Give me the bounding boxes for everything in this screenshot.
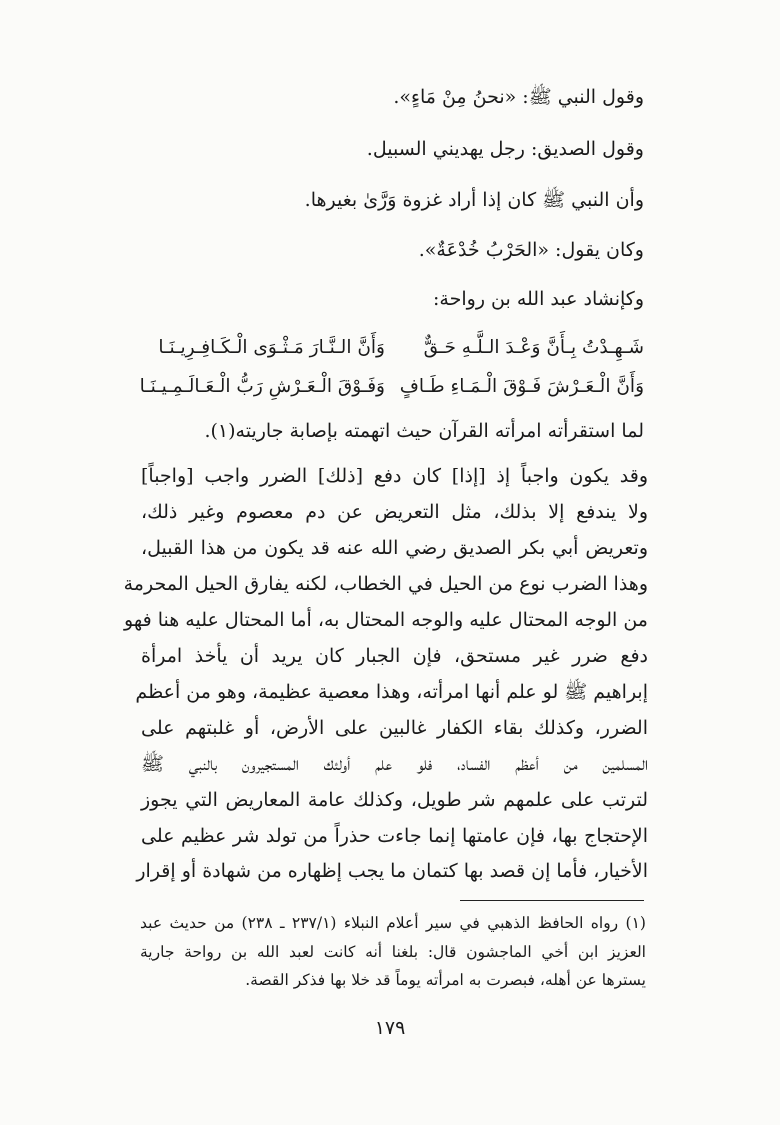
paragraph-line: ولا يندفع إلا بذلك، مثل التعريض عن دم معصوم وغير ذلك، (141, 501, 648, 523)
paragraph-line: إبراهيم ﷺ لو علم أنها امرأته، وهذا معصية عظيمة، وهو من أعظم (135, 681, 648, 703)
paragraph-line: لترتب على علمهم شر طويل، وكذلك عامة المعاريض التي يجوز (141, 789, 648, 811)
paragraph-line: الضرر، وكذلك بقاء الكفار غالبين على الأرض، أو غلبتهم على (141, 717, 648, 739)
quote-war-deception: وكان يقول: «الحَرْبُ خُدْعَةٌ». (418, 239, 644, 261)
paragraph-line: المسلمين من أعظم الفساد، فلو علم أولئك المستجيرون بالنبي ﷺ (141, 753, 648, 775)
verse-2-second-hemistich: وَفَـوْقَ الْـعَـرْشِ رَبُّ الْـعَـالَـمِـيـنَـا (139, 376, 385, 397)
paragraph-line: من الوجه المحتال عليه والوجه المحتال به، أما المحتال عليه هنا فهو (124, 609, 648, 631)
verse-1-second-hemistich: وَأَنَّ الـنَّـارَ مَـثْـوَى الْـكَـافِـرِيـنَـا (158, 337, 385, 358)
paragraph-line: الأخيار، فأما إن قصد بها كتمان ما يجب إظهاره من شهادة أو إقرار (136, 860, 648, 882)
footnote-line: (١) رواه الحافظ الذهبي في سير أعلام النبلاء (٢٣٧/١ ـ ٢٣٨) من حديث عبد (140, 914, 646, 932)
paragraph-line: دفع ضرر غير مستحق، فإن الجبار كان يريد أن يأخذ امرأة (141, 645, 648, 667)
verse-context-note: لما استقرأته امرأته القرآن حيث اتهمته بإصابة جاريته(١). (204, 420, 644, 442)
footnote-line: العزيز ابن أخي الماجشون قال: بلغنا أنه كانت لعبد الله بن رواحة جارية (140, 943, 646, 961)
paragraph-line: وتعريض أبي بكر الصديق رضي الله عنه قد يكون من هذا القبيل، (141, 537, 648, 559)
paragraph-line: وقد يكون واجباً إذ [إذا] كان دفع [ذلك] الضرر واجب [واجباً] (141, 465, 648, 487)
paragraph-line: الإحتجاج بها، فإن عامتها إنما جاءت حذراً من تولد شر عظيم على (141, 825, 648, 847)
footnote-line: يسترها عن أهله، فبصرت به امرأته يوماً قد خلا بها فذكر القصة. (245, 971, 646, 989)
quote-prophet-water: وقول النبي ﷺ: «نحنُ مِنْ مَاءٍ». (393, 86, 644, 108)
verse-1-first-hemistich: شَـهِـدْتُ بِـأَنَّ وَعْـدَ الـلَّـهِ حَـقٌّ (423, 337, 644, 358)
quote-ibn-rawaha-intro: وكإنشاد عبد الله بن رواحة: (433, 288, 644, 310)
paragraph-line: وهذا الضرب نوع من الحيل في الخطاب، لكنه يفارق الحيل المحرمة (123, 573, 648, 595)
footnote-divider (460, 900, 644, 901)
quote-prophet-expedition: وأن النبي ﷺ كان إذا أراد غزوة وَرَّىٰ بغيرها. (304, 189, 644, 211)
quote-siddiq-guide: وقول الصديق: رجل يهديني السبيل. (366, 138, 644, 160)
verse-2-first-hemistich: وَأَنَّ الْـعَـرْشَ فَـوْقَ الْـمَـاءِ طَـافٍ (399, 376, 644, 397)
page-number: ١٧٩ (374, 1017, 406, 1039)
